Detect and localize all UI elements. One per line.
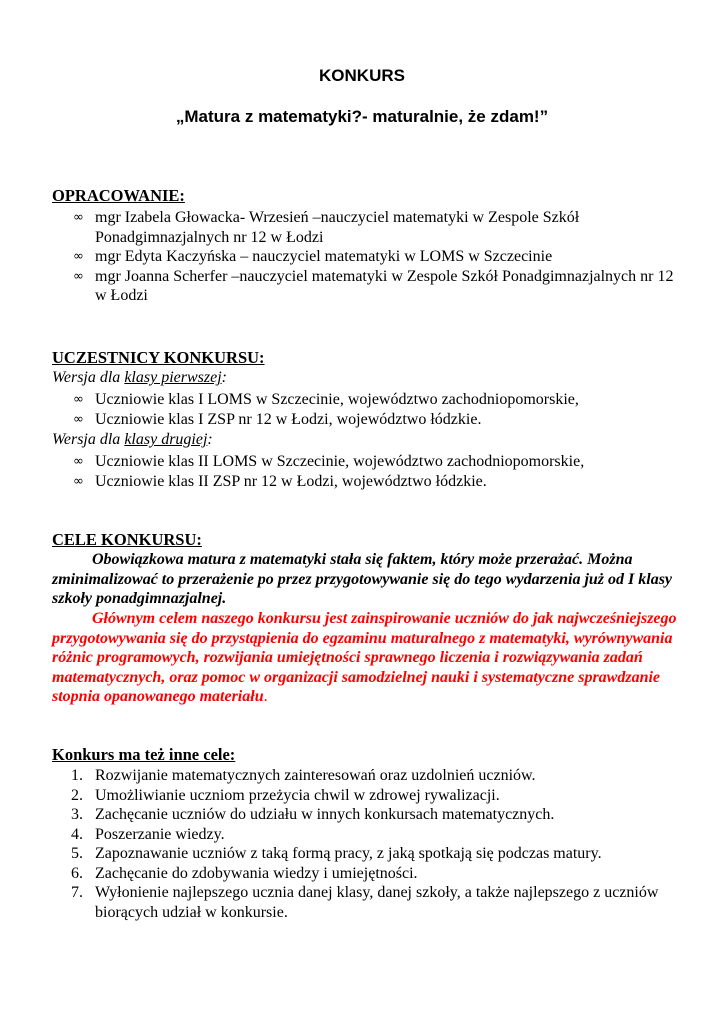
list-item: ∞ mgr Izabela Głowacka- Wrzesień –nauczyciel matematyki w Zespole Szkół Ponadgimnazjalnych nr 12 w Łodzi (73, 209, 580, 246)
list-item: 1. Rozwijanie matematycznych zainteresowań oraz uzdolnień uczniów. (71, 767, 536, 784)
infinity-bullet-icon: ∞ (73, 454, 84, 469)
authors-list (52, 208, 682, 306)
list-item: ∞ mgr Edyta Kaczyńska – nauczyciel matematyki w LOMS w Szczecinie (73, 248, 553, 265)
participants-first-class-list (52, 390, 682, 429)
section-heading-opracowanie: OPRACOWANIE: (52, 186, 185, 205)
document-subtitle: „Matura z matematyki?- maturalnie, że zdam!” (175, 107, 549, 126)
infinity-bullet-icon: ∞ (73, 268, 84, 284)
section-heading-uczestnicy: UCZESTNICY KONKURSU: (52, 348, 265, 367)
list-item: 5. Zapoznawanie uczniów z taką formą pracy, z jaką spotkają się podczas matury. (71, 845, 602, 862)
main-goal-paragraph: Głównym celem naszego konkursu jest zainspirowanie uczniów do jak najwcześniejszego przygotowywania się do przystąpienia do egzaminu maturalnego z matematyki, wyrównywania różnic programowych, rozwijania umiejętności sprawnego liczenia i rozwiązywania zadań matematycznych, oraz pomoc w organizacji samodzielnej nauki i systematyczne sprawdzanie stopnia opanowanego materiału. (52, 610, 677, 705)
infinity-bullet-icon: ∞ (73, 249, 84, 264)
other-goals-list (52, 766, 682, 922)
list-item: ∞ Uczniowie klas II ZSP nr 12 w Łodzi, województwo łódzkie. (73, 472, 487, 490)
list-item: 2. Umożliwianie uczniom przeżycia chwil w zdrowej rywalizacji. (71, 786, 500, 804)
goals-intro-paragraph: Obowiązkowa matura z matematyki stała się faktem, który może przerażać. Można zminimalizować to przerażenie po przez przygotowywanie się do tego wydarzenia już od I klasy szkoły ponadgimnazjalnej. (52, 551, 673, 607)
infinity-bullet-icon: ∞ (73, 411, 84, 427)
list-item: ∞ Uczniowie klas II LOMS w Szczecinie, województwo zachodniopomorskie, (73, 453, 585, 470)
infinity-bullet-icon: ∞ (73, 392, 84, 407)
section-heading-other-goals: Konkurs ma też inne cele: (52, 745, 236, 764)
version-second-class-label: Wersja dla klasy drugiej: (52, 431, 213, 448)
list-item: 3. Zachęcanie uczniów do udziału w innych konkursach matematycznych. (71, 806, 555, 823)
list-item: ∞ mgr Joanna Scherfer –nauczyciel matematyki w Zespole Szkół Ponadgimnazjalnych nr 12 w Łodzi (73, 267, 674, 304)
version-first-class-label: Wersja dla klasy pierwszej: (52, 369, 227, 386)
participants-second-class-list (52, 452, 682, 491)
list-item: ∞ Uczniowie klas I LOMS w Szczecinie, województwo zachodniopomorskie, (73, 391, 579, 408)
document-title: KONKURS (319, 66, 405, 85)
infinity-bullet-icon: ∞ (73, 210, 84, 225)
list-item: 7. Wyłonienie najlepszego ucznia danej klasy, danej szkoły, a także najlepszego z uczniów biorących udział w konkursie. (71, 884, 659, 921)
list-item: ∞ Uczniowie klas I ZSP nr 12 w Łodzi, województwo łódzkie. (73, 410, 482, 428)
list-item: 4. Poszerzanie wiedzy. (71, 825, 225, 843)
infinity-bullet-icon: ∞ (73, 473, 84, 489)
section-heading-cele: CELE KONKURSU: (52, 530, 202, 549)
list-item: 6. Zachęcanie do zdobywania wiedzy i umiejętności. (71, 864, 418, 882)
